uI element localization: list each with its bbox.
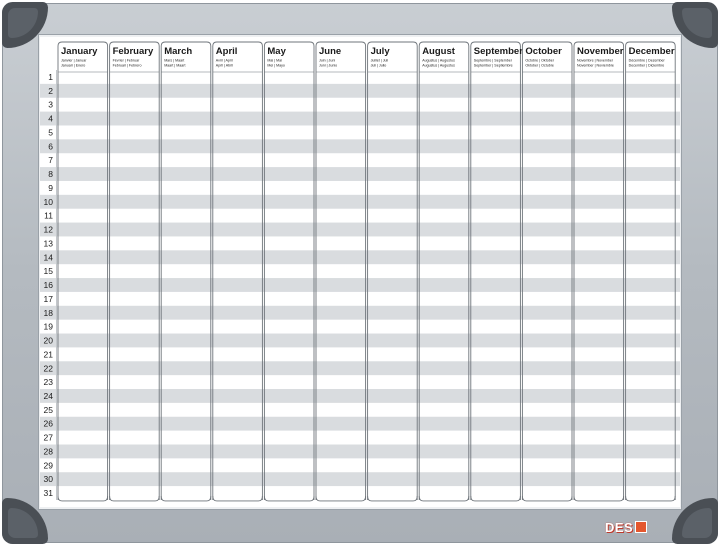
- day-number: 29: [43, 460, 53, 471]
- day-number: 12: [43, 224, 53, 235]
- month-name: August: [422, 46, 455, 57]
- planner-grid: [40, 37, 680, 507]
- day-number: 24: [43, 391, 53, 401]
- day-number: 7: [48, 155, 53, 166]
- month-column-bottom: [626, 496, 676, 501]
- month-name: June: [319, 46, 342, 57]
- brand-logo: [605, 520, 647, 534]
- day-number: 6: [48, 141, 53, 152]
- month-column-outline: [574, 42, 624, 500]
- month-column-outline: [58, 42, 108, 500]
- day-number: 14: [43, 252, 53, 263]
- day-number: 3: [48, 99, 53, 110]
- month-translation-line-1: Octobre | Oktober: [525, 58, 554, 63]
- month-translation-line-1: Septembre | September: [473, 58, 512, 63]
- yearly-planner-board: [40, 37, 680, 507]
- month-translation-line-1: Avril | April: [215, 58, 233, 63]
- day-number: 22: [43, 363, 53, 374]
- month-name: January: [61, 46, 98, 57]
- day-number: 1: [48, 71, 53, 82]
- month-column-bottom: [522, 496, 572, 501]
- month-translation-line-2: Oktober | Octubre: [525, 63, 554, 68]
- brand-logo-text: DES: [605, 519, 634, 535]
- month-column-outline: [522, 42, 572, 500]
- month-name: May: [267, 46, 286, 57]
- month-translation-line-2: Juni | Junio: [319, 63, 338, 68]
- month-name: April: [215, 46, 238, 57]
- month-translation-line-1: Mai | Mai: [267, 58, 282, 63]
- month-name: December: [628, 46, 675, 57]
- day-number: 17: [43, 293, 53, 304]
- month-translation-line-1: Augustus | Augustus: [422, 58, 455, 63]
- month-translation-line-1: Février | Februar: [112, 58, 140, 63]
- month-column-outline: [110, 42, 160, 500]
- month-translation-line-1: Décembre | Dezember: [628, 58, 665, 63]
- day-number: 28: [43, 446, 53, 457]
- month-column-outline: [264, 42, 314, 500]
- day-number: 27: [43, 432, 53, 443]
- month-name: September: [473, 46, 523, 57]
- month-column-outline: [419, 42, 469, 500]
- month-name: July: [370, 46, 390, 57]
- month-translation-line-2: April | Abril: [215, 63, 233, 68]
- month-translation-line-1: Janvier | Januar: [61, 58, 87, 63]
- day-row-stripe: [40, 472, 680, 486]
- day-number: 8: [48, 169, 53, 180]
- day-row-stripe: [40, 250, 680, 264]
- day-number: 21: [43, 349, 53, 360]
- day-number: 9: [48, 182, 53, 193]
- month-translation-line-1: Mars | Maart: [164, 58, 185, 63]
- month-column-bottom: [110, 496, 160, 501]
- day-row-stripe: [40, 361, 680, 375]
- month-column-outline: [213, 42, 263, 500]
- month-translation-line-2: Februari | Febrero: [112, 63, 142, 68]
- month-translation-line-2: Augustus | Augustus: [422, 63, 455, 68]
- brand-logo-mark: [635, 521, 647, 533]
- month-name: November: [577, 46, 624, 57]
- month-translation-line-1: Novembre | November: [577, 58, 614, 63]
- month-column-outline: [626, 42, 676, 500]
- day-row-stripe: [40, 139, 680, 153]
- month-column-bottom: [471, 496, 521, 501]
- day-number: 10: [43, 196, 53, 207]
- month-column-outline: [161, 42, 211, 500]
- day-number: 23: [43, 377, 53, 388]
- month-translation-line-1: Juin | Juni: [319, 58, 336, 63]
- day-row-stripe: [40, 223, 680, 237]
- month-column-bottom: [574, 496, 624, 501]
- month-translation-line-2: Mei | Mayo: [267, 63, 285, 68]
- day-number: 25: [43, 404, 53, 415]
- day-row-stripe: [40, 167, 680, 181]
- day-row-stripe: [40, 334, 680, 348]
- day-number: 31: [43, 488, 53, 499]
- month-column-outline: [316, 42, 366, 500]
- day-row-stripe: [40, 195, 680, 209]
- month-translation-line-2: December | Diciembre: [628, 63, 665, 68]
- month-name: February: [112, 46, 154, 57]
- month-translation-line-2: September | Septiembre: [473, 63, 513, 68]
- month-column-bottom: [264, 496, 314, 501]
- day-number: 15: [43, 266, 53, 277]
- day-number: 26: [43, 418, 53, 429]
- month-column-bottom: [213, 496, 263, 501]
- month-column-outline: [368, 42, 418, 500]
- day-number: 16: [43, 280, 53, 291]
- day-number: 18: [43, 307, 53, 318]
- month-translation-line-2: November | Noviembre: [577, 63, 614, 68]
- day-row-stripe: [40, 112, 680, 126]
- day-number: 19: [43, 321, 53, 332]
- day-number: 11: [44, 210, 53, 221]
- day-number: 20: [43, 335, 53, 346]
- day-row-stripe: [40, 417, 680, 431]
- month-column-bottom: [58, 496, 108, 501]
- month-translation-line-1: Juillet | Juli: [370, 58, 389, 63]
- day-row-stripe: [40, 389, 680, 403]
- day-number: 30: [43, 474, 53, 485]
- day-row-stripe: [40, 278, 680, 292]
- month-name: October: [525, 46, 562, 57]
- month-column-bottom: [316, 496, 366, 501]
- day-number: 2: [48, 85, 53, 96]
- month-name: March: [164, 46, 193, 57]
- month-translation-line-2: Januari | Enero: [61, 63, 86, 68]
- day-row-stripe: [40, 444, 680, 458]
- month-translation-line-2: Juli | Julio: [370, 63, 387, 68]
- day-number: 13: [43, 238, 53, 249]
- month-column-outline: [471, 42, 521, 500]
- month-column-bottom: [161, 496, 211, 501]
- month-column-bottom: [368, 496, 418, 501]
- month-translation-line-2: Maart | Maart: [164, 63, 186, 68]
- day-number: 5: [48, 127, 53, 138]
- month-column-bottom: [419, 496, 469, 501]
- day-number: 4: [48, 113, 53, 124]
- day-row-stripe: [40, 306, 680, 320]
- day-row-stripe: [40, 84, 680, 98]
